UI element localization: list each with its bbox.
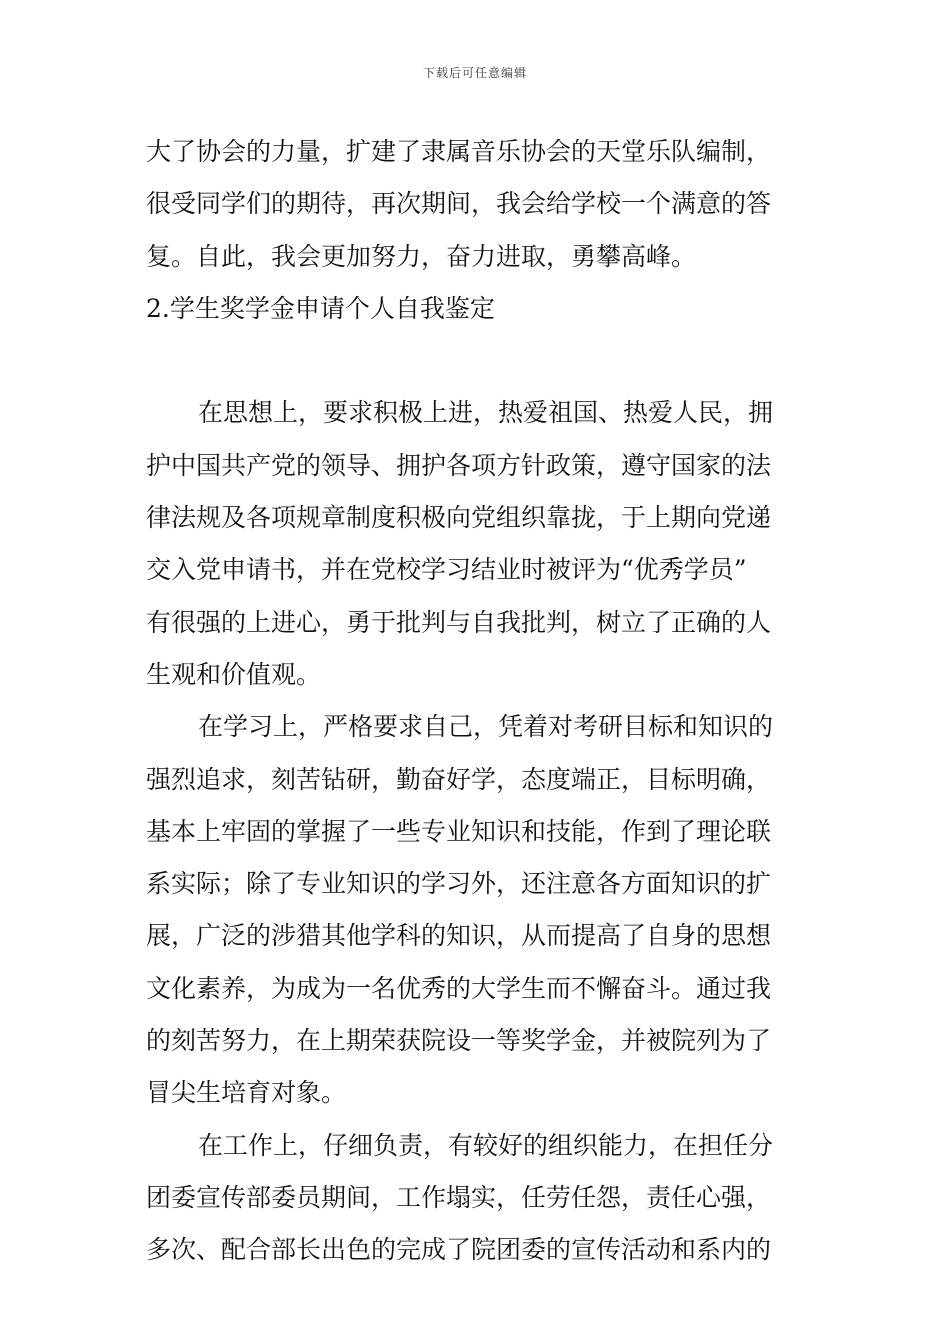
blank-line: [146, 335, 806, 387]
text-line: 的刻苦努力，在上期荣获院设一等奖学金，并被院列为了: [146, 1026, 772, 1056]
text-line: 有很强的上进心，勇于批判与自我批判，树立了正确的人: [146, 607, 772, 637]
text-line: 大了协会的力量，扩建了隶属音乐协会的天堂乐队编制，: [146, 137, 772, 166]
text-line: 系实际；除了专业知识的学习外，还注意各方面知识的扩: [146, 869, 772, 899]
paragraph-start-line: 在工作上，仔细负责，有较好的组织能力，在担任分: [198, 1130, 774, 1160]
text-line: 强烈追求，刻苦钻研，勤奋好学，态度端正，目标明确，: [146, 764, 772, 794]
paragraph-start-line: 在思想上，要求积极上进，热爱祖国、热爱人民，拥: [198, 398, 774, 428]
text-line: 基本上牢固的掌握了一些专业知识和技能，作到了理论联: [146, 816, 772, 846]
text-line: 复。自此，我会更加努力，奋力进取，勇攀高峰。: [146, 241, 697, 271]
document-body: [146, 126, 806, 1277]
text-line: 冒尖生培育对象。: [146, 1078, 347, 1108]
text-line: 多次、配合部长出色的完成了院团委的宣传活动和系内的: [146, 1235, 772, 1265]
paragraph-start-line: 在学习上，严格要求自己，凭着对考研目标和知识的: [198, 712, 774, 742]
section-heading: 2.学生奖学金申请个人自我鉴定: [146, 293, 495, 323]
text-line: 生观和价值观。: [146, 659, 322, 689]
page-header: 下载后可任意编辑: [422, 66, 527, 80]
text-line: 文化素养，为成为一名优秀的大学生而不懈奋斗。通过我: [146, 973, 772, 1003]
text-line: 交入党申请书，并在党校学习结业时被评为“优秀学员”: [146, 555, 747, 585]
text-line: 很受同学们的期待，再次期间，我会给学校一个满意的答: [146, 189, 772, 219]
text-line: 护中国共产党的领导、拥护各项方针政策，遵守国家的法: [146, 450, 772, 480]
text-line: 展，广泛的涉猎其他学科的知识，从而提高了自身的思想: [146, 921, 772, 951]
text-line: 团委宣传部委员期间，工作塌实，任劳任怨，责任心强，: [146, 1182, 772, 1212]
text-line: 律法规及各项规章制度积极向党组织靠拢，于上期向党递: [146, 503, 772, 533]
